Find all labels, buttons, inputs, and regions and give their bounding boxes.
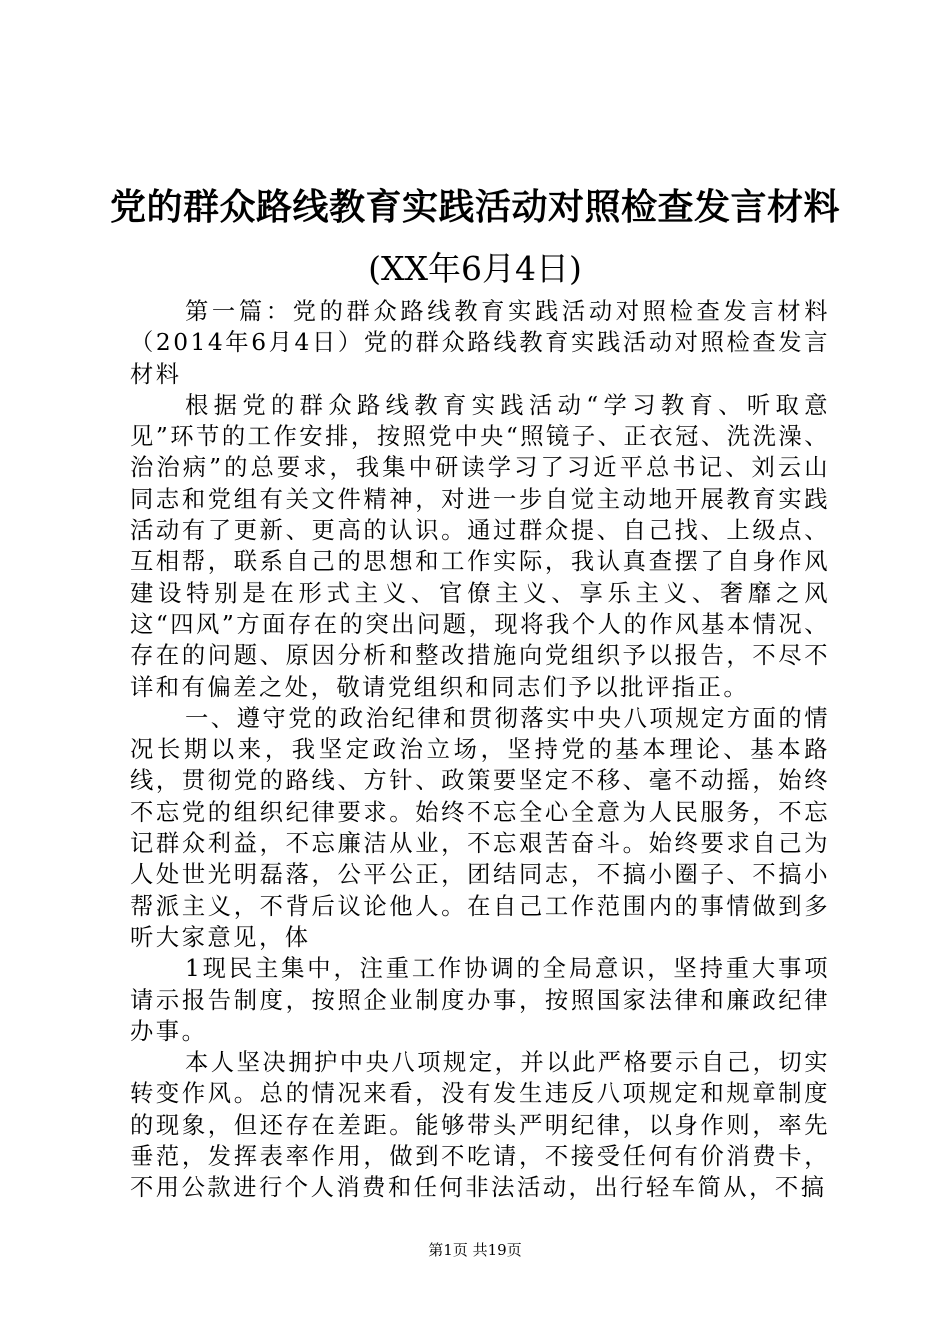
document-title: [0, 176, 950, 300]
title-date: (XX年6月4日): [368, 249, 582, 288]
document-body: [130, 296, 830, 1204]
title-main: 党的群众路线教育实践活动对照检查发言材料: [109, 186, 840, 228]
page-footer: 第1页 共19页: [428, 1241, 522, 1259]
paragraph-heading: 第一篇：党的群众路线教育实践活动对照检查发言材料（2014年6月4日）党的群众路线教育实践活动对照检查发言材料: [130, 298, 830, 388]
paragraph-section-one: 一、遵守党的政治纪律和贯彻落实中央八项规定方面的情况长期以来，我坚定政治立场，坚持党的基本理论、基本路线，贯彻党的路线、方针、政策要坚定不移、毫不动摇，始终不忘党的组织纪律要求。始终不忘全心全意为人民服务，不忘记群众利益，不忘廉洁从业，不忘艰苦奋斗。始终要求自己为人处世光明磊落，公平公正，团结同志，不搞小圈子、不搞小帮派主义，不背后议论他人。在自己工作范围内的事情做到多听大家意见，体: [130, 704, 830, 951]
paragraph-continuation: 1现民主集中，注重工作协调的全局意识，坚持重大事项请示报告制度，按照企业制度办事，按照国家法律和廉政纪律办事。: [130, 955, 830, 1045]
paragraph-eight-rules: 本人坚决拥护中央八项规定，并以此严格要示自己，切实转变作风。总的情况来看，没有发生违反八项规定和规章制度的现象，但还存在差距。能够带头严明纪律，以身作则，率先垂范，发挥表率作用，做到不吃请，不接受任何有价消费卡，不用公款进行个人消费和任何非法活动，出行轻车简从，不搞: [130, 1049, 830, 1202]
paragraph-intro: 根据党的群众路线教育实践活动“学习教育、听取意见”环节的工作安排，按照党中央“照镜子、正衣冠、洗洗澡、治治病”的总要求，我集中研读学习了习近平总书记、刘云山同志和党组有关文件精神，对进一步自觉主动地开展教育实践活动有了更新、更高的认识。通过群众提、自己找、上级点、互相帮，联系自己的思想和工作实际，我认真查摆了自身作风建设特别是在形式主义、官僚主义、享乐主义、奢靡之风这“四风”方面存在的突出问题，现将我个人的作风基本情况、存在的问题、原因分析和整改措施向党组织予以报告，不尽不详和有偏差之处，敬请党组织和同志们予以批评指正。: [130, 391, 830, 701]
